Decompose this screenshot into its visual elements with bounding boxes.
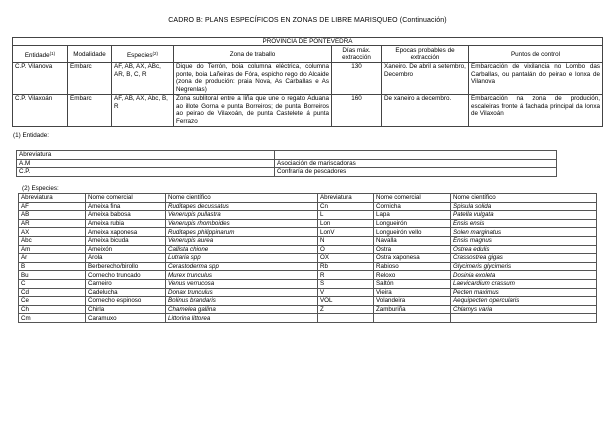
abbr-cell: Abc [19,236,86,245]
common-name-cell: Cadelucha [86,288,166,297]
zone-cell: Dique do Terrón, boia columna eléctrica, columna ponte, boia Lañeiras de Fóra, espicho rego do Alcaide (zona de produción: praia Nova, As Carballas e As Negrenlas) [174,63,332,95]
modality-cell: Embarc [68,63,112,95]
table-row [19,305,597,314]
scientific-name-cell: Laevicardium crassum [451,279,597,288]
species-header-row [19,194,597,203]
scientific-name-cell: Callista chione [166,245,318,254]
seasons-cell: De xaneiro a decembro. [382,95,469,127]
abbr-cell [318,314,374,323]
col-common-name-2: Nome comercial [374,194,451,203]
abbr-desc: Confraría de pescadores [275,168,557,177]
common-name-cell: Vieira [374,288,451,297]
abbr-cell: AF [19,202,86,211]
abbr-cell: Ce [19,297,86,306]
common-name-cell: Berberecho/birollo [86,262,166,271]
abbr-cell: L [318,211,374,220]
modality-cell: Embarc [68,95,112,127]
abbr-cell: C [19,279,86,288]
table-row [19,211,597,220]
entity-cell: C.P. Vilaxoán [13,95,68,127]
abbr-code: C.P. [17,168,275,177]
abbr-cell: Bu [19,271,86,280]
species-note: (2) Especies: [22,185,59,192]
common-name-cell: Chirla [86,305,166,314]
abbr-cell: AX [19,228,86,237]
scientific-name-cell: Glycimeris glycimeris [451,262,597,271]
table-row [17,159,557,168]
common-name-cell: Carneiro [86,279,166,288]
table-row [19,314,597,323]
common-name-cell: Volandeira [374,297,451,306]
abbr-cell: LonV [318,228,374,237]
col-scientific-name-2: Nome científico [451,194,597,203]
abbr-cell: Lon [318,219,374,228]
scientific-name-cell: Chlamys varia [451,305,597,314]
col-scientific-name: Nome científico [166,194,318,203]
seasons-cell: Xaneiro. De abril a setembro, Decembro [382,63,469,95]
table-row [19,262,597,271]
scientific-name-cell: Venerupis rhomboides [166,219,318,228]
abbr-cell: B [19,262,86,271]
days-cell: 160 [332,95,382,127]
abbr-cell: Z [318,305,374,314]
abbr-cell: S [318,279,374,288]
col-abbr-2: Abreviatura [318,194,374,203]
abbr-cell: AB [19,211,86,220]
abbr-cell: Cd [19,288,86,297]
common-name-cell: Reloxo [374,271,451,280]
common-name-cell: Ameixa rubia [86,219,166,228]
abbr-cell: N [318,236,374,245]
species-cell: AF, AB, AX, ABc, AR, B, C, R [112,63,174,95]
common-name-cell: Ostra [374,245,451,254]
scientific-name-cell: Ostrea edulis [451,245,597,254]
table-row [19,236,597,245]
table-row [19,219,597,228]
abbr-cell: R [318,271,374,280]
common-name-cell: Zamburiña [374,305,451,314]
scientific-name-cell: Dosinia exoleta [451,271,597,280]
common-name-cell [374,314,451,323]
abbr-cell: OX [318,254,374,263]
scientific-name-cell: Ensis magnus [451,236,597,245]
abbr-cell: Rb [318,262,374,271]
col-entity: Entidade$^{(1)}$ [13,46,68,63]
common-name-cell: Ameixa bicuda [86,236,166,245]
scientific-name-cell: Pecten maximus [451,288,597,297]
abbr-cell: Ch [19,305,86,314]
control-cell: Embarcación de vixilancia no Lombo das Carballas, ou pantalán do peirao e lonxa de Vilanova [469,63,603,95]
table-row [19,288,597,297]
common-name-cell: Ostra xaponesa [374,254,451,263]
scientific-name-cell: Ruditapes philippinarum [166,228,318,237]
table-row [17,168,557,177]
scientific-name-cell: Lutraria spp [166,254,318,263]
table-row [19,228,597,237]
abbr-cell: O [318,245,374,254]
common-name-cell: Cornecho truncado [86,271,166,280]
days-cell: 130 [332,63,382,95]
common-name-cell: Lapa [374,211,451,220]
control-cell: Embarcación na zona de produción, escaleiras fronte á fachada principal da lonxa de Vilaxoán [469,95,603,127]
common-name-cell: Ameixa xaponesa [86,228,166,237]
common-name-cell: Rabioso [374,262,451,271]
common-name-cell: Ameixa babosa [86,211,166,220]
abbr-header: Abreviatura [17,151,275,160]
abbr-header-blank [275,151,557,160]
table-row [19,254,597,263]
abbr-cell: Ar [19,254,86,263]
abbr-cell: VOL [318,297,374,306]
common-name-cell: Longueirón vello [374,228,451,237]
table-row [19,279,597,288]
table-row [19,271,597,280]
scientific-name-cell: Littorina littorea [166,314,318,323]
abbr-code: A.M [17,159,275,168]
scientific-name-cell [451,314,597,323]
common-name-cell: Saltón [374,279,451,288]
abbr-cell: V [318,288,374,297]
entity-note: (1) Entidade: [13,132,50,139]
species-cell: AF, AB, AX, Abc, B, R [112,95,174,127]
common-name-cell: Navalla [374,236,451,245]
col-control: Puntos de control [469,46,603,63]
page-title: CADRO B: PLANS ESPECÍFICOS EN ZONAS DE LIBRE MARISQUEO (Continuación) [168,17,447,24]
province-header: PROVINCIA DE PONTEVEDRA [13,38,603,46]
col-seasons: Epocas probables de extracción [382,46,469,63]
scientific-name-cell: Donax trunculus [166,288,318,297]
col-common-name: Nome comercial [86,194,166,203]
table-row [13,95,603,127]
scientific-name-cell: Ruditapes decussatus [166,202,318,211]
scientific-name-cell: Murex trunculus [166,271,318,280]
col-zone: Zona de traballo [174,46,332,63]
col-days: Días máx. extracción [332,46,382,63]
table-row [13,63,603,95]
scientific-name-cell: Venerupis pullastra [166,211,318,220]
common-name-cell: Ameixón [86,245,166,254]
common-name-cell: Ameixa fina [86,202,166,211]
entity-abbreviations-table [16,150,557,177]
entity-cell: C.P. Vilanova [13,63,68,95]
scientific-name-cell: Bolinus brandaris [166,297,318,306]
scientific-name-cell: Venus verrucosa [166,279,318,288]
scientific-name-cell: Aequipecten opercularis [451,297,597,306]
common-name-cell: Caramuxo [86,314,166,323]
table-row [19,297,597,306]
scientific-name-cell: Crassostrea gigas [451,254,597,263]
abbr-cell: AR [19,219,86,228]
scientific-name-cell: Cerastoderma spp [166,262,318,271]
scientific-name-cell: Ensis ensis [451,219,597,228]
common-name-cell: Longueirón [374,219,451,228]
table-row [19,245,597,254]
scientific-name-cell: Solen marginatus [451,228,597,237]
abbr-cell: Cm [19,314,86,323]
abbr-cell: Cn [318,202,374,211]
col-species: Especies$^{(2)}$ [112,46,174,63]
table-row [19,202,597,211]
zone-cell: Zona sublitoral entre a liña que une o regato Aduana ao illote Gorna e punta Borreiros; de punta Borreiros ao peirao de Vilaxoán, de punta Castelete á punta Ferrazo [174,95,332,127]
species-table [18,193,597,323]
scientific-name-cell: Spisula solida [451,202,597,211]
common-name-cell: Cornecho espinoso [86,297,166,306]
common-name-cell: Arola [86,254,166,263]
common-name-cell: Cornicha [374,202,451,211]
plans-table [12,37,603,127]
col-modality: Modalidade [68,46,112,63]
scientific-name-cell: Chamelea gallina [166,305,318,314]
abbr-desc: Asociación de mariscadoras [275,159,557,168]
abbr-cell: Am [19,245,86,254]
scientific-name-cell: Patella vulgata [451,211,597,220]
scientific-name-cell: Venerupis aurea [166,236,318,245]
col-abbr: Abreviatura [19,194,86,203]
